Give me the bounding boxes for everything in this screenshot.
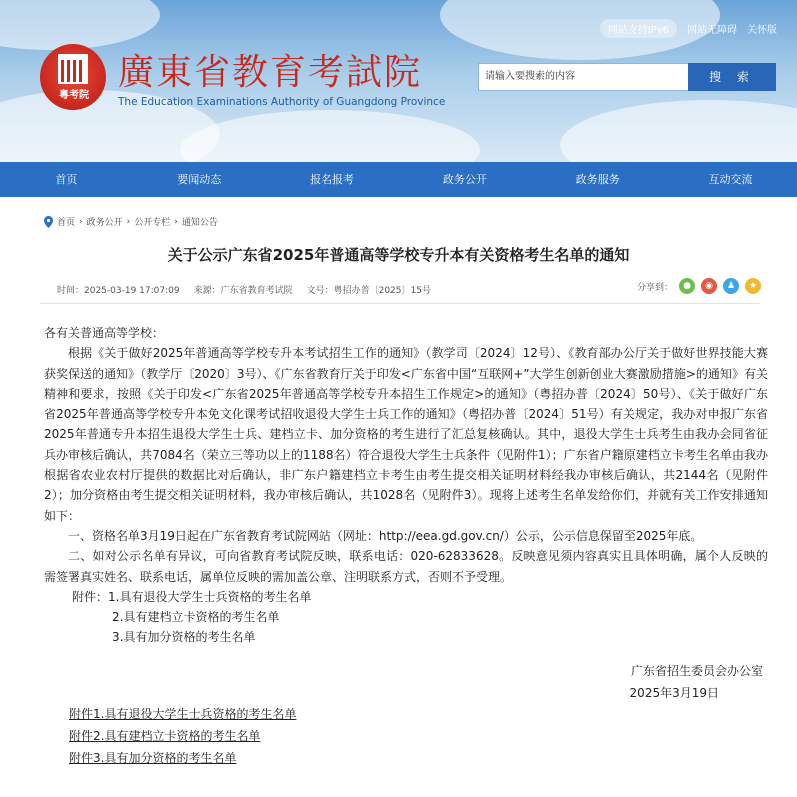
attachment-links [69,703,296,769]
location-pin-icon [44,216,53,228]
salutation: 各有关普通高等学校： [44,326,165,340]
nav-services[interactable]: 政务服务 [575,173,620,186]
logo-building-icon [58,54,88,84]
ipv6-badge: 网站支持IPv6 [600,19,677,38]
breadcrumb-separator: › [174,216,178,227]
document-number: 文号：粤招办普〔2025〕15号 [306,286,431,296]
cloud-decoration [180,110,480,162]
signature-date: 2025年3月19日 [629,686,719,700]
attachment-link-2[interactable]: 附件2.具有建档立卡资格的考生名单 [69,729,261,743]
site-header [0,0,797,162]
attachment-link-3[interactable]: 附件3.具有加分资格的考生名单 [69,751,237,765]
weibo-icon[interactable]: ◉ [701,278,717,294]
nav-interaction[interactable]: 互动交流 [708,173,753,186]
care-mode-link[interactable]: 关怀版 [747,25,777,36]
attachment-label: 附件： [72,589,109,604]
article-title: 关于公示广东省2025年普通高等学校专升本有关资格考生名单的通知 [167,246,630,264]
publish-time: 时间：2025-03-19 17:07:09 [57,286,180,296]
breadcrumb-separator: › [126,216,131,227]
logo-text: 粵考院 [59,90,89,101]
attachment-list [44,587,768,607]
breadcrumb [44,215,218,228]
accessibility-link[interactable]: 网站无障碍 [687,25,737,36]
wechat-icon[interactable]: ● [679,278,695,294]
share-bar [637,278,761,294]
nav-home[interactable]: 首页 [55,173,78,186]
top-links [600,19,777,38]
article-body [44,323,768,648]
breadcrumb-separator: › [79,216,83,227]
search-input[interactable]: 请输入要搜索的内容 [478,63,690,91]
nav-government-affairs[interactable]: 政务公开 [442,173,487,186]
paragraph: 一、资格名单3月19日起在广东省教育考试院网站（网址：http://eea.gd.gov.cn/）公示，公示信息保留至2025年底。 [68,528,703,543]
site-title[interactable]: 廣東省教育考試院 [118,52,423,93]
attachment-link-1[interactable]: 附件1.具有退役大学生士兵资格的考生名单 [69,707,297,721]
main-nav [0,162,797,197]
search-button[interactable]: 搜 索 [688,63,776,91]
breadcrumb-gov[interactable]: 政务公开 [86,218,123,228]
site-subtitle: The Education Examinations Authority of Guangdong Province [118,96,446,108]
attachment-item: 2.具有建档立卡资格的考生名单 [112,610,280,625]
nav-registration[interactable]: 报名报考 [310,173,355,186]
article-source: 来源：广东省教育考试院 [193,286,293,296]
cloud-decoration [0,0,160,50]
signature-block [630,660,763,704]
nav-news[interactable]: 要闻动态 [177,173,222,186]
paragraph: 根据《关于做好2025年普通高等学校专升本考试招生工作的通知》（教学司〔2024〕12号）、《教育部办公厅关于做好世界技能大赛获奖保送的通知》（教学厅〔2020〕3号）、《广东省教育厅关于印发<广东省中国“互联网+”大学生创新创业大赛激励措施>的通知》有关精神和要求，按照《关于印发<广东省2025年普通高等学校专升本招生工作规定>的通知》（粤招办普〔2024〕50号）、《关于做好广东省2025年普通高等学校专升本免文化课考试招收退役大学生士兵工作的通知》（粤招办普〔2024〕51号）有关规定，我办对申报广东省2025年普通专升本招生退役大学生士兵、建档立卡、加分资格的考生进行了汇总复核确认。其中，退役大学生士兵考生由我办会同省征兵办审核后确认，共7084名（荣立三等功以上的1188名）符合退役大学生士兵条件（见附件1）；广东省户籍原建档立卡考生名单由我办根据省农业农村厅提供的数据比对后确认，非广东户籍建档立卡考生由考生提交相关证明材料经我办审核后确认，共2144名（见附件2）；加分资格由考生提交相关证明材料，我办审核后确认，共1028名（见附件3）。现将上述考生名单发给你们，并就有关工作安排通知如下： [44,346,768,523]
breadcrumb-notices[interactable]: 通知公告 [181,218,218,228]
signature: 广东省招生委员会办公室 [630,664,763,678]
paragraph: 二、如对公示名单有异议，可向省教育考试院反映，联系电话：020-62833628。反映意见须内容真实且具体明确，属个人反映的需签署真实姓名、联系电话，属单位反映的需加盖公章、注明联系方式，否则不予受理。 [44,549,768,584]
attachment-item: 3.具有加分资格的考生名单 [112,630,256,645]
share-label: 分享到： [636,282,673,293]
breadcrumb-column[interactable]: 公开专栏 [134,218,171,228]
breadcrumb-home[interactable]: 首页 [57,218,76,228]
qq-icon[interactable]: ♟ [723,278,739,294]
cloud-decoration [560,100,797,162]
divider [40,303,760,304]
qzone-icon[interactable]: ★ [745,278,761,294]
article-meta [57,283,431,296]
attachment-item: 1.具有退役大学生士兵资格的考生名单 [108,589,312,604]
